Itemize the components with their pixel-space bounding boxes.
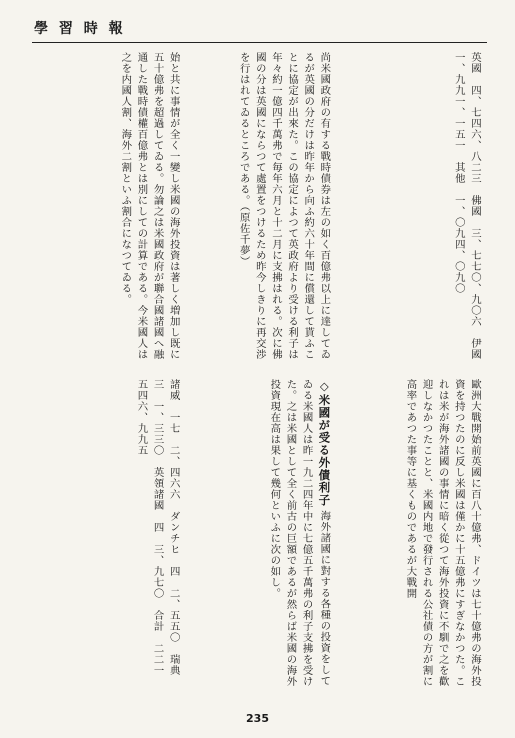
debt-table-block: 英國 四、七四六、八二三 佛國 三、七七〇、九〇六 伊國 一、九九一、一五一 其他 一、〇九四、〇九〇	[452, 52, 481, 371]
page-body	[34, 52, 486, 692]
text-block-6: 歐洲大戰開始前英國に百八十億弗、ドイツは七十億弗の海外投資を持つたのに反し米國は僅かに十五億弗にすぎなかつた。これは米が海外諸國の事情に暗く從つて海外投資に不馴で之を歡迎しなかつたことと、米國内地で發行される公社債の方が割に高率であつた事等に基くものであるが大戰開	[404, 379, 481, 687]
text-block-1: 始と共に事情が全く一變し米國の海外投資は著しく増加し既に五十億弗を超過してゐる。勿論之は米國政府が聯合國諸國へ融通した戰時債權百億弗とは別にしての計算である。今米國人は之を内國人割、海外二割といふ割合になつてゐる。	[119, 52, 180, 360]
page-number: 235	[246, 712, 269, 725]
text-block-2: 尚米國政府の有する戰時債券は左の如く百億弗以上に達してゐるが英國の分だけは昨年から向ふ約六十年間に償還して貰ふことに協定が出來た。この協定によつて英政府より受ける利子は年々約一億四千萬弗で毎年六月と十二月に支拂はれる。次に佛國の分は英國にならつて處置をつけるため昨今しきりに再交渉を行はれてゐるところである。（原佐千夢）	[237, 52, 331, 360]
article-text: 海外諸國に對する各種の投資をしてゐる米國人は昨一九二四年中に七億五千萬弗の利子支拂を受けた。之は米國として全く前古の巨額であるが然らば米國の海外投資現在高は果して幾何といふに次の如し。	[268, 379, 331, 687]
text-block-4: 諸威 一七 二、四六六 ダンチヒ 四 二、五五〇 瑞典 三 一、三三〇 英領諸國 四 三、九七〇 合計 二二一 五四六、九九五	[135, 379, 180, 687]
section-title: ◇米國が受る外債利子	[317, 379, 332, 507]
page-header: 學 習 時 報	[34, 21, 126, 37]
header-rule	[32, 42, 487, 43]
article-block	[185, 379, 336, 692]
